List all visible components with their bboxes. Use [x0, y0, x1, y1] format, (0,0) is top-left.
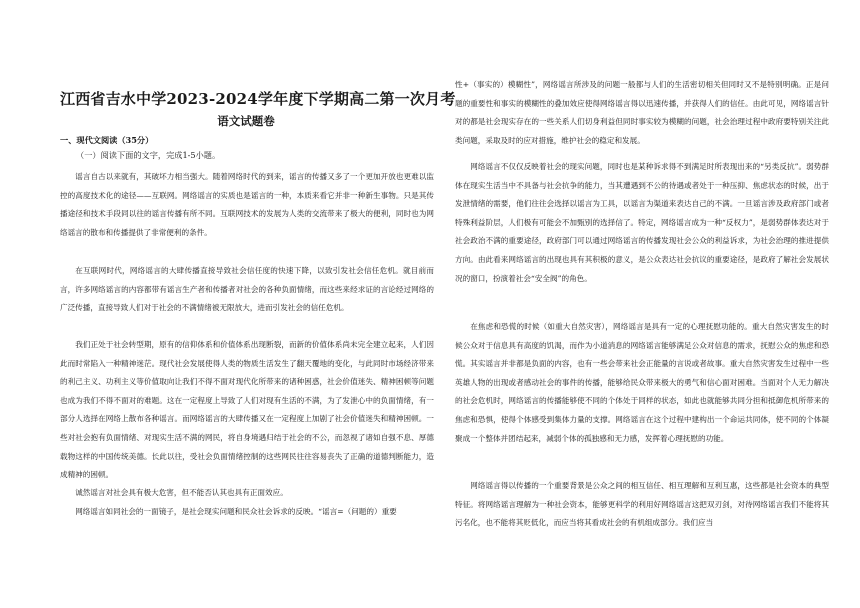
left-paragraph-4: 诚然谣言对社会具有极大危害，但不能否认其也具有正面效应。: [75, 488, 288, 497]
right-paragraph-2: 网络谣言不仅仅反映着社会的现实问题，同时也是某种诉求得不到满足时所表现出来的“另类反抗”。弱势群体在现实生活当中不具备与社会抗争的能力，当其遭遇到不公的待遇或者处于一种压抑、焦虑状态的时候，出于发泄情绪的需要，他们往往会选择以谣言为工具，以谣言为渠道来表达自己的不满。一旦谣言涉及政府部门或者特殊利益阶层，人们极有可能会不加甄别的选择信了。特定，网络谣言成为一种“反权力”，是弱势群体表达对于社会政治不满的重要途径，政府部门可以通过网络谣言的传播发现社会公众的利益诉求，为社会治理的推进提供方向。由此看来网络谣言的出现也具有其积极的意义，是公众表达社会抗议的重要途径，是政府了解社会发展状况的窗口，扮演着社会“安全阀”的角色。: [455, 162, 829, 283]
right-paragraph-1: 性+（事实的）模糊性”，网络谣言所涉及的问题一般都与人们的生活密切相关但同时又不是特别明确。正是问题的重要性和事实的模糊性的叠加效应使得网络谣言得以迅速传播，并获得人们的信任。由此可见，网络谣言针对的都是社会现实存在的一些关系人们切身利益但同时事实较为模糊的问题，社会治理过程中政府要特别关注此类问题，采取及时的应对措施，维护社会的稳定和发展。: [455, 80, 829, 145]
exam-subtitle: 语文试题卷: [217, 114, 275, 128]
section-heading: 一、现代文阅读（35分）: [60, 135, 154, 145]
exam-title: 江西省吉水中学2023-2024学年度下学期高二第一次月考: [60, 90, 456, 108]
right-paragraph-4: 网络谣言得以传播的一个重要背景是公众之间的相互信任、相互理解和互利互惠，这些都是社会资本的典型特征。将网络谣言理解为一种社会资本，能够更科学的利用好网络谣言这把双刃剑，对待网络谣言我们不能将其污名化，也不能将其贬低化，而应当将其看成社会的有机组成部分。我们应当: [455, 481, 829, 528]
left-paragraph-2: 在互联网时代，网络谣言的大肆传播直接导致社会信任度的快速下降，以致引发社会信任危机。就目前而言，许多网络谣言的内容都带有谣言生产者和传播者对社会的各种负面情绪，而这些来经求证的言论经过网络的广泛传播，直接导致人们对于社会的不满情绪被无限放大，进而引发社会的信任危机。: [60, 266, 434, 313]
reading-instruction: （一）阅读下面的文字，完成1-5小题。: [76, 150, 221, 160]
right-paragraph-3: 在焦虑和恐慌的时候（如重大自然灾害），网络谣言是具有一定的心理抚慰功能的。重大自然灾害发生的时候公众对于信息具有高度的饥渴，而作为小道消息的网络谣言能够满足公众对信息的需求，抚慰公众的焦虑和恐慌。其实谣言并非都是负面的内容，也有一些会带来社会正能量的言说或者故事。重大自然灾害发生过程中一些英雄人物的出现或者感动社会的事件的传播，能够给民众带来极大的勇气和信心面对困难。当面对个人无力解决的社会危机时，网络谣言的传播能够使不同的个体处于同样的状态，如此也就能够共同分担和抵御危机所带来的焦虑和恐惧，使得个体感受到集体力量的支撑。网络谣言在这个过程中建构出一个命运共同体，使不同的个体凝聚成一个整体并团结起来，减弱个体的孤独感和无力感，发挥着心理抚慰的功能。: [455, 322, 829, 443]
left-paragraph-5: 网络谣言如同社会的一面镜子，是社会现实问题和民众社会诉求的反映。“谣言=（问题的）重要: [75, 507, 397, 516]
left-paragraph-1: 谣言自古以来就有，其破坏力相当强大。随着网络时代的到来，谣言的传播又多了一个更加开放也更难以监控的高度技术化的途径——互联网。网络谣言的实质也是谣言的一种，本质来看它并非一种新生事物。只是其传播途径和技术手段同以往的谣言传播有所不同。互联网技术的发展为人类的交流带来了极大的便利，同时也为网络谣言的散布和传播提供了非常便利的条件。: [60, 172, 434, 237]
left-paragraph-3: 我们正处于社会转型期，原有的信仰体系和价值体系出现断裂，而新的价值体系尚未完全建立起来，人们因此而时常陷入一种精神迷茫。现代社会发展使得人类的物质生活发生了翻天覆地的变化，与此同时市场经济带来的利己主义、功利主义等价值取向让我们不得不面对现代化所带来的诸种困惑，社会价值迷失、精神困顿等问题也成为我们不得不面对的难题。这在一定程度上导致了人们对现有生活的不满，为了发泄心中的负面情绪，有一部分人选择在网络上散布各种谣言。而网络谣言的大肆传播又在一定程度上加剧了社会价值迷失和精神困顿。一些对社会抱有负面情绪、对现实生活不满的网民，将自身境遇归结于社会的不公，而忽视了诸如自强不息、厚德载物这样的中国传统美德。长此以往，受社会负面情绪控制的这些网民往往容易丧失了正确的道德判断能力，造成精神的困顿。: [60, 340, 434, 480]
